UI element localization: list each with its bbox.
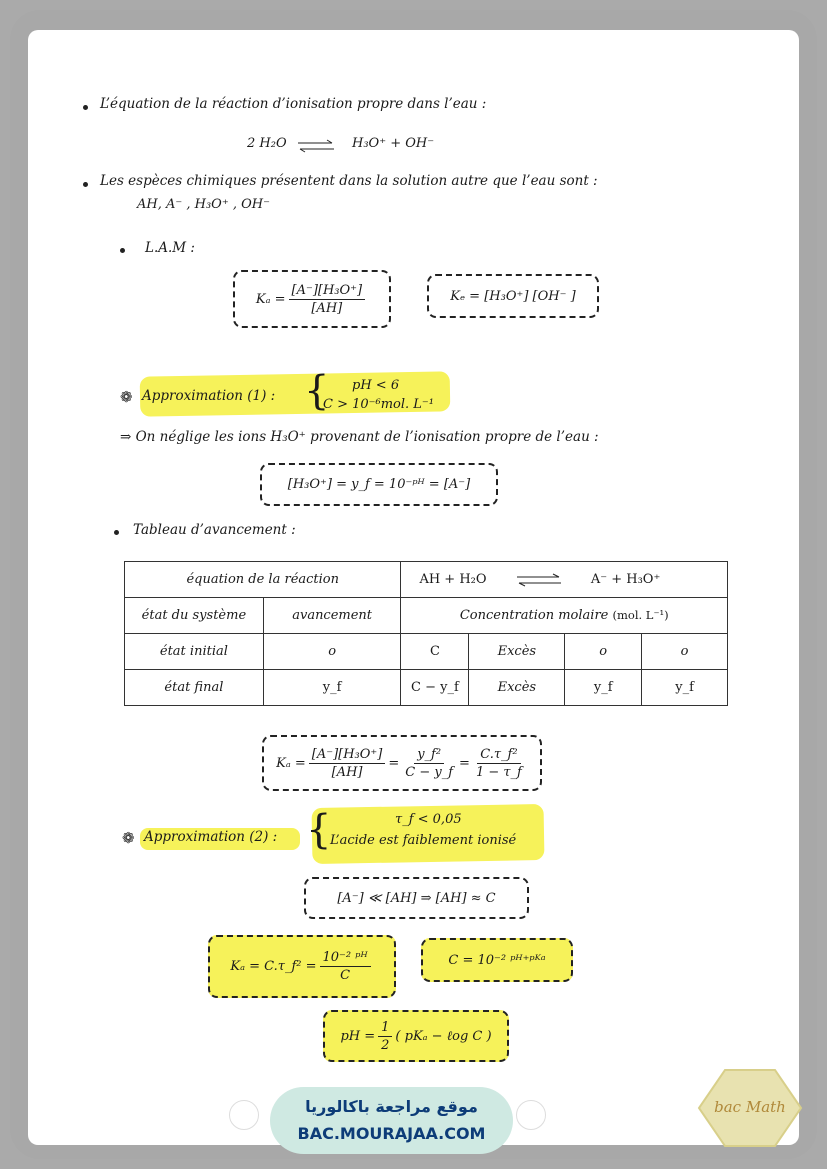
species-list: AH, A⁻ , H₃O⁺ , OH⁻ <box>137 197 270 212</box>
table-row <box>125 634 728 670</box>
progress-table <box>124 561 728 706</box>
row-final-c1: C − y_f <box>401 670 469 706</box>
row-initial-c2: Excès <box>469 634 565 670</box>
row-final-c2: Excès <box>469 670 565 706</box>
equation-right: H₃O⁺ + OH⁻ <box>352 136 435 151</box>
approx2-relation: [A⁻] ≪ [AH] ⇒ [AH] ≈ C <box>337 890 496 906</box>
approx1-consequence: ⇒ On néglige les ions H₃O⁺ provenant de l’ionisation propre de l’eau : <box>120 429 599 445</box>
ka-expr-eq2: = <box>459 755 470 771</box>
ph-rhs: ( pKₐ − ℓog C ) <box>395 1029 492 1044</box>
approx1-label: Approximation (1) : <box>142 388 276 404</box>
table-row <box>125 670 728 706</box>
approx1-cond-c: C > 10⁻⁶mol. L⁻¹ <box>323 397 435 412</box>
tableau-label: Tableau d’avancement : <box>133 522 296 538</box>
ka-expr-f1-den: [AH] <box>331 764 363 780</box>
ph-den: 2 <box>381 1037 390 1053</box>
table-equation-header: équation de la réaction <box>125 562 401 598</box>
ph-formula-box <box>323 1010 509 1062</box>
ka-expr-lhs: Kₐ = <box>276 755 306 771</box>
reaction-left: AH + H₂O <box>419 572 487 587</box>
ka-definition-box <box>233 270 391 328</box>
equilibrium-arrow-icon <box>515 573 563 587</box>
site-logo-left-icon <box>229 1100 259 1130</box>
ke-definition-box <box>427 274 599 318</box>
row-final-etat: état final <box>125 670 264 706</box>
badge-text: bac Math <box>714 1098 786 1116</box>
ph-lhs: pH = <box>340 1028 376 1044</box>
h3o-formula: [H₃O⁺] = y_f = 10⁻ᵖᴴ = [A⁻] <box>287 477 471 492</box>
ionisation-intro: L’équation de la réaction d’ionisation propre dans l’eau : <box>100 96 487 112</box>
row-initial-etat: état initial <box>125 634 264 670</box>
ka-approx-den: C <box>340 968 351 983</box>
row-initial-c3: o <box>565 634 642 670</box>
ka-denominator: [AH] <box>311 300 343 316</box>
ka-approx-num: 10⁻² ᵖᴴ <box>320 950 371 967</box>
reaction-right: A⁻ + H₃O⁺ <box>590 572 661 587</box>
species-intro: Les espèces chimiques présentent dans la solution autre que l’eau sont : <box>100 173 598 189</box>
ka-approx-lhs: Kₐ = C.τ_f² = <box>230 959 317 974</box>
bullet-2 <box>83 182 88 187</box>
relation-box <box>304 877 529 919</box>
equilibrium-arrow-icon <box>296 138 336 154</box>
site-logo-right-icon <box>516 1100 546 1130</box>
bullet-tableau <box>114 530 119 535</box>
row-initial-c1: C <box>401 634 469 670</box>
row-initial-c4: o <box>642 634 728 670</box>
brace-icon: { <box>306 807 332 853</box>
ke-formula: Kₑ = [H₃O⁺] [OH⁻ ] <box>450 288 576 304</box>
ka-expr-eq1: = <box>388 755 400 771</box>
approx1-cond-ph: pH < 6 <box>352 378 400 393</box>
row-initial-avancement: o <box>263 634 401 670</box>
h3o-formula-box <box>260 463 498 506</box>
col-concentration: Concentration molaire <box>459 608 609 623</box>
lam-label: L.A.M : <box>145 240 195 256</box>
row-final-c3: y_f <box>565 670 642 706</box>
equation-left: 2 H₂O <box>247 136 287 151</box>
ka-expr-f2-num: y_f² <box>414 747 444 764</box>
c-formula-box <box>421 938 573 982</box>
row-final-avancement: y_f <box>263 670 401 706</box>
ka-expr-f3-den: 1 − τ_f <box>475 764 522 780</box>
table-reaction-cell <box>401 562 728 598</box>
bullet-lam <box>120 248 125 253</box>
footer-arabic: موقع مراجعة باكالوريا <box>305 1097 478 1116</box>
approx2-cond-tau: τ_f < 0,05 <box>395 812 462 827</box>
bullet-1 <box>83 105 88 110</box>
row-final-c4: y_f <box>642 670 728 706</box>
ka-approx-box <box>208 935 396 998</box>
ka-expr-f2-den: C − y_f <box>405 764 454 780</box>
ka-lhs: Kₐ = <box>255 291 286 307</box>
ka-expression-box <box>262 735 542 791</box>
ka-expr-f1-num: [A⁻][H₃O⁺] <box>309 747 386 764</box>
c-formula: C = 10⁻² ᵖᴴ⁺ᵖᴷᵃ <box>448 952 546 968</box>
ph-num: 1 <box>378 1020 392 1037</box>
flower-icon: ❁ <box>122 829 135 847</box>
col-etat: état du système <box>125 598 264 634</box>
col-avancement: avancement <box>263 598 401 634</box>
flower-icon: ❁ <box>120 388 133 406</box>
col-concentration-cell <box>401 598 728 634</box>
footer-site-link[interactable]: BAC.MOURAJAA.COM <box>297 1124 486 1143</box>
brace-icon: { <box>304 368 330 414</box>
ka-expr-f3-num: C.τ_f² <box>477 747 520 764</box>
ka-numerator: [A⁻][H₃O⁺] <box>289 283 366 300</box>
approx2-label: Approximation (2) : <box>144 829 278 845</box>
approx2-cond-acid: L’acide est faiblement ionisé <box>330 833 517 848</box>
col-unit: (mol. L⁻¹) <box>612 608 669 622</box>
